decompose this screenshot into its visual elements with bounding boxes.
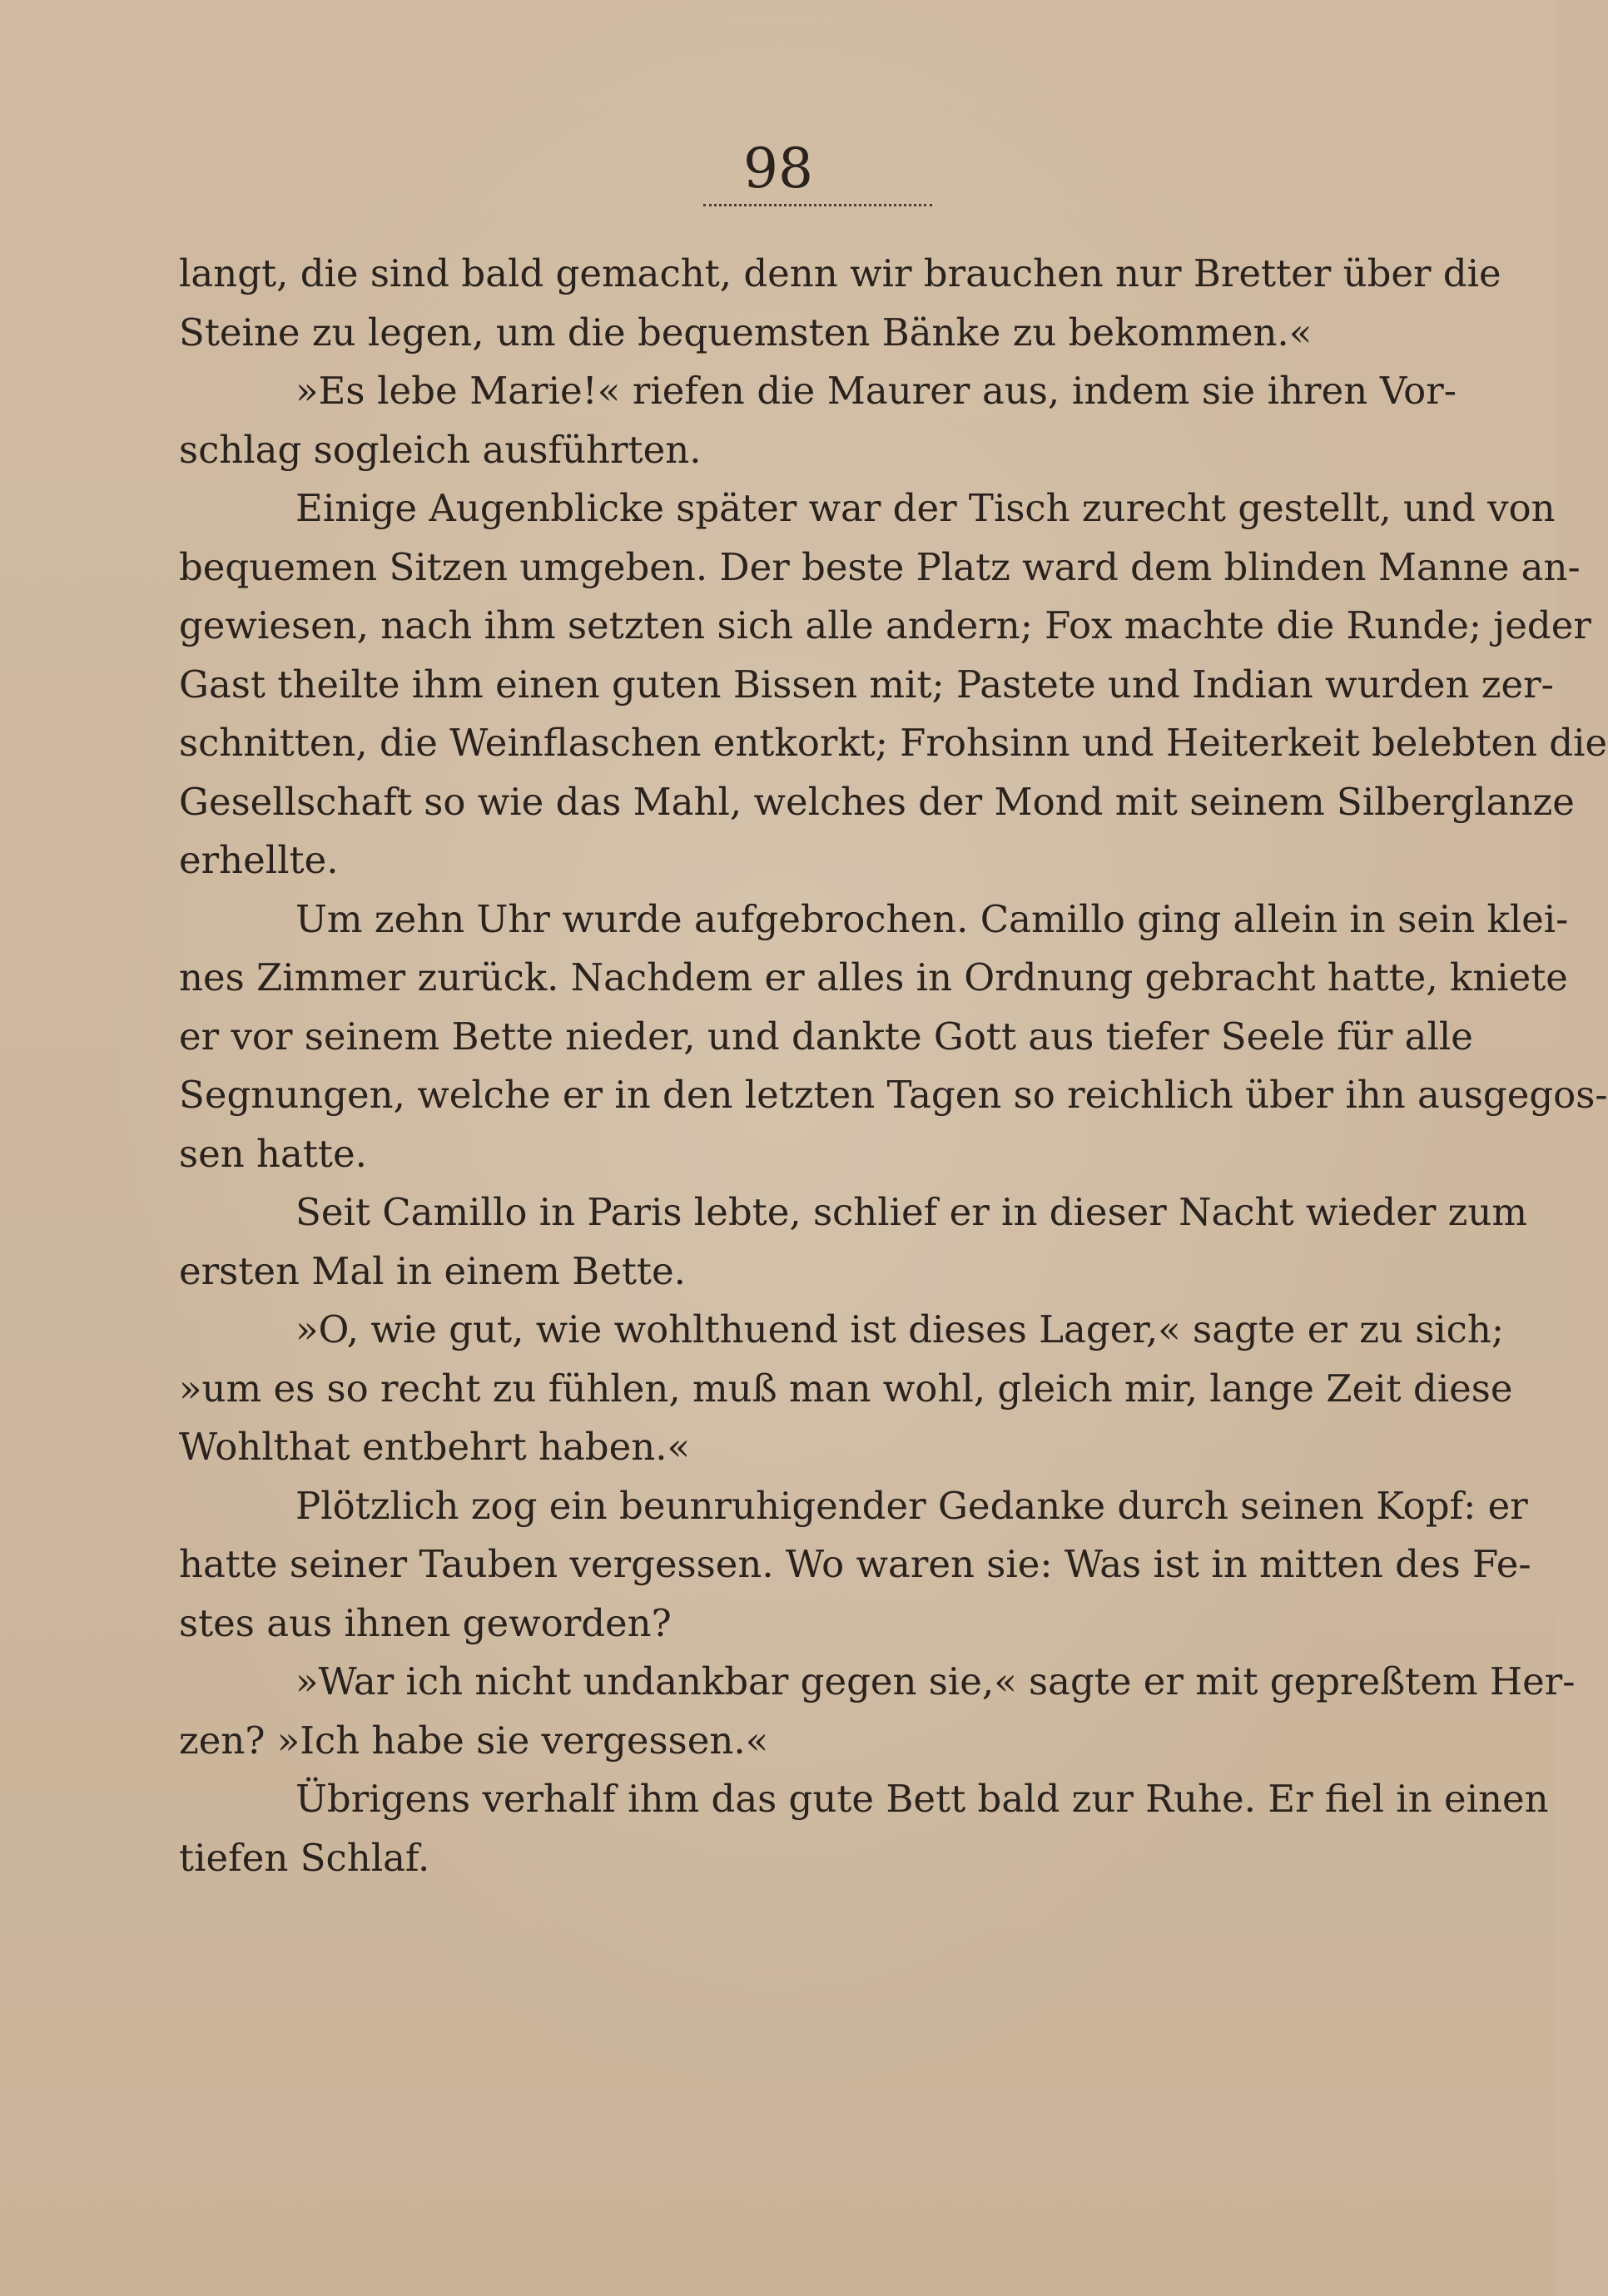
text-line: erhellte. [179,838,339,882]
text-line: sen hatte. [179,1131,367,1176]
text-line: »Es lebe Marie!« riefen die Maurer aus, indem sie ihren Vor- [295,369,1457,413]
text-line: bequemen Sitzen umgeben. Der beste Platz ward dem blinden Manne an- [179,544,1581,589]
text-line: »War ich nicht undankbar gegen sie,« sagte er mit gepreßtem Her- [295,1659,1576,1703]
text-line: Seit Camillo in Paris lebte, schlief er in dieser Nacht wieder zum [295,1190,1528,1234]
text-line: Einige Augenblicke später war der Tisch zurecht gestellt, und von [295,486,1556,530]
page-number: 98 [743,136,813,201]
text-line: »um es so recht zu fühlen, muß man wohl, gleich mir, lange Zeit diese [179,1366,1513,1411]
text-line: Übrigens verhalf ihm das gute Bett bald zur Ruhe. Er fiel in einen [295,1777,1549,1821]
text-line: Gast theilte ihm einen guten Bissen mit; Pastete und Indian wurden zer- [179,662,1554,707]
text-line: Um zehn Uhr wurde aufgebrochen. Camillo ging allein in sein klei- [295,896,1569,941]
text-line: er vor seinem Bette nieder, und dankte Gott aus tiefer Seele für alle [179,1014,1473,1059]
body-text [179,245,1608,1887]
text-line: Gesellschaft so wie das Mahl, welches der Mond mit seinem Silberglanze [179,779,1575,824]
text-line: schlag sogleich ausführten. [179,427,702,472]
text-line: nes Zimmer zurück. Nachdem er alles in Ordnung gebracht hatte, kniete [179,955,1568,999]
text-line: Wohlthat entbehrt haben.« [179,1425,691,1469]
text-line: Segnungen, welche er in den letzten Tagen so reichlich über ihn ausgegos- [179,1073,1608,1117]
text-line: schnitten, die Weinflaschen entkorkt; Frohsinn und Heiterkeit belebten die [179,721,1608,765]
text-line: Plötzlich zog ein beunruhigender Gedanke durch seinen Kopf: er [295,1483,1528,1528]
text-line: ersten Mal in einem Bette. [179,1248,686,1293]
text-line: stes aus ihnen geworden? [179,1600,672,1645]
text-line: tiefen Schlaf. [179,1835,430,1880]
header-dotted-rule [703,204,932,206]
text-line: Steine zu legen, um die bequemsten Bänke zu bekommen.« [179,310,1313,355]
text-line: zen? »Ich habe sie vergessen.« [179,1718,769,1763]
text-line: gewiesen, nach ihm setzten sich alle andern; Fox machte die Runde; jeder [179,603,1591,647]
text-line: »O, wie gut, wie wohlthuend ist dieses Lager,« sagte er zu sich; [295,1307,1505,1351]
text-line: hatte seiner Tauben vergessen. Wo waren sie: Was ist in mitten des Fe- [179,1542,1531,1586]
text-line: langt, die sind bald gemacht, denn wir brauchen nur Bretter über die [179,251,1501,295]
